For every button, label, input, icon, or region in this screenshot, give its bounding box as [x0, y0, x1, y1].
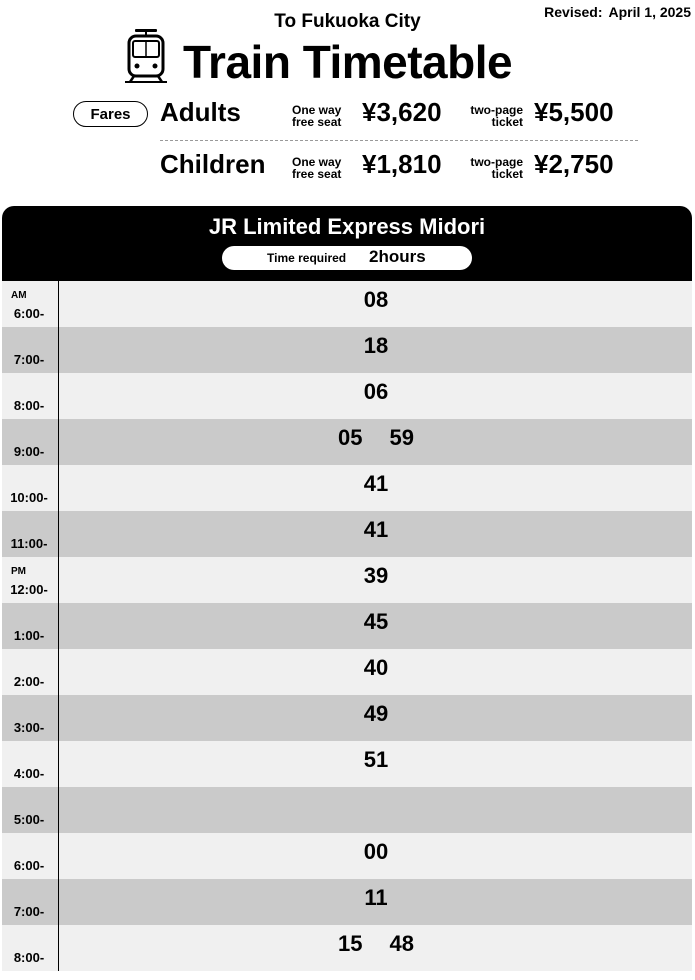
revised-value: April 1, 2025: [608, 4, 691, 20]
fare-divider: [160, 140, 638, 141]
timetable-row: [2, 603, 692, 649]
page-title: Train Timetable: [183, 36, 513, 88]
hour-label: [2, 695, 59, 741]
departure-minute: 59: [389, 425, 414, 450]
hour-label: [2, 373, 59, 419]
hour-value: 8:00-: [13, 398, 45, 413]
hour-column-divider: [58, 281, 59, 971]
hour-label: [2, 557, 59, 603]
hour-value: 1:00-: [13, 628, 45, 643]
fares-label: Fares: [73, 101, 148, 127]
hour-value: 11:00-: [10, 536, 48, 551]
ampm-marker: PM: [11, 566, 26, 577]
hour-label: [2, 649, 59, 695]
hour-value: 12:00-: [10, 582, 48, 597]
hour-value: 6:00-: [13, 306, 45, 321]
departure-minute: 45: [363, 609, 389, 634]
one-way-label: One way free seat: [292, 103, 342, 129]
departure-minutes: [60, 925, 692, 971]
timetable-row: [2, 419, 692, 465]
departure-minutes: [60, 695, 692, 741]
timetable-row: [2, 373, 692, 419]
hour-value: 9:00-: [13, 444, 45, 459]
one-way-label: One way free seat: [292, 155, 342, 181]
hour-label: [2, 603, 59, 649]
two-page-price: ¥5,500: [534, 97, 614, 127]
departure-minute: 00: [363, 839, 389, 864]
express-name: JR Limited Express Midori: [208, 214, 486, 239]
hour-label: [2, 787, 59, 833]
two-page-label: two-page ticket: [470, 155, 523, 181]
departure-minutes: [60, 327, 692, 373]
revised-label: Revised:: [544, 4, 603, 20]
two-page-price: ¥2,750: [534, 149, 614, 179]
departure-minutes: [60, 603, 692, 649]
timetable-row: [2, 465, 692, 511]
departure-minutes: [60, 557, 692, 603]
departure-minute: 06: [363, 379, 389, 404]
ampm-marker: AM: [11, 290, 27, 301]
timetable: [2, 281, 692, 971]
hour-value: 8:00-: [13, 950, 45, 965]
hour-value: 3:00-: [13, 720, 45, 735]
fare-row-adults: [160, 95, 640, 135]
departure-minutes: [60, 879, 692, 925]
timetable-row: [2, 281, 692, 327]
departure-minute: 40: [363, 655, 389, 680]
departure-minute: 39: [363, 563, 389, 588]
hour-value: 2:00-: [13, 674, 45, 689]
departure-minutes: [60, 373, 692, 419]
hour-label: [2, 327, 59, 373]
departure-minutes: [60, 511, 692, 557]
hour-value: 7:00-: [13, 352, 45, 367]
departure-minute: 41: [363, 471, 389, 496]
hour-label: [2, 925, 59, 971]
fare-category: Adults: [160, 97, 241, 127]
departure-minutes: [60, 649, 692, 695]
fare-row-children: [160, 147, 640, 187]
departure-minute: 51: [363, 747, 389, 772]
destination: To Fukuoka City: [274, 11, 421, 32]
hour-label: [2, 833, 59, 879]
time-required-value: 2hours: [369, 247, 426, 266]
hour-value: 5:00-: [13, 812, 45, 827]
departure-minutes: [60, 419, 692, 465]
hour-value: 4:00-: [13, 766, 45, 781]
hour-value: 7:00-: [13, 904, 45, 919]
timetable-row: [2, 741, 692, 787]
departure-minutes: [60, 741, 692, 787]
departure-minute: 41: [363, 517, 389, 542]
hour-value: 10:00-: [10, 490, 48, 505]
hour-label: [2, 511, 59, 557]
hour-value: 6:00-: [13, 858, 45, 873]
departure-minute: 11: [364, 885, 388, 910]
timetable-row: [2, 925, 692, 971]
timetable-row: [2, 649, 692, 695]
one-way-price: ¥1,810: [362, 149, 442, 179]
train-icon: [124, 28, 168, 84]
two-page-label: two-page ticket: [470, 103, 523, 129]
one-way-price: ¥3,620: [362, 97, 442, 127]
departure-minute: 48: [389, 931, 414, 956]
time-required-pill: [222, 246, 472, 270]
departure-minute: 15: [338, 931, 363, 956]
time-required-label: Time required: [267, 251, 347, 265]
timetable-row: [2, 695, 692, 741]
departure-minutes: [60, 833, 692, 879]
timetable-row: [2, 787, 692, 833]
express-header: [2, 206, 692, 281]
hour-label: [2, 281, 59, 327]
timetable-row: [2, 557, 692, 603]
departure-minutes: [60, 787, 692, 833]
departure-minutes: [60, 281, 692, 327]
departure-minute: 49: [363, 701, 389, 726]
hour-label: [2, 741, 59, 787]
timetable-row: [2, 833, 692, 879]
fare-category: Children: [160, 149, 266, 179]
departure-minutes: [60, 465, 692, 511]
departure-minute: 08: [363, 287, 389, 312]
timetable-row: [2, 511, 692, 557]
hour-label: [2, 879, 59, 925]
hour-label: [2, 465, 59, 511]
departure-minute: 18: [363, 333, 389, 358]
departure-minute: 05: [338, 425, 363, 450]
hour-label: [2, 419, 59, 465]
timetable-row: [2, 327, 692, 373]
timetable-row: [2, 879, 692, 925]
